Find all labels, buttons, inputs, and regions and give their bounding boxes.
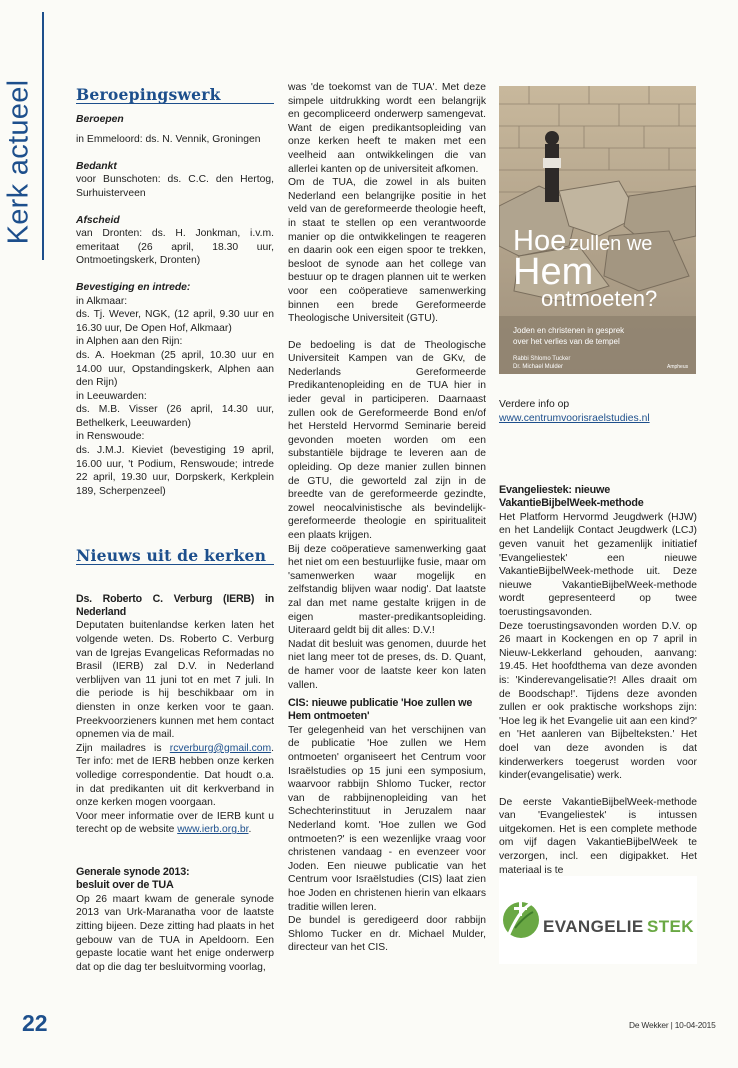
bevestiging-line: in Alkmaar: bbox=[76, 295, 128, 307]
beroepingswerk-section bbox=[76, 85, 274, 498]
bevestiging-line: in Leeuwarden: bbox=[76, 390, 147, 402]
evangeliestek-para-3: De eerste VakantieBijbelWeek-methode van 'Evangeliestek' is intussen uitgekomen. Het is een complete methode om vijf dagen VakantieBijbelWeek te verzorgen, incl. een digipakket. Het materiaal is te bbox=[499, 796, 697, 876]
cis-para-1: Ter gelegenheid van het verschijnen van de publicatie 'Hoe zullen we Hem ontmoeten' organiseert het Centrum voor Israëlstudies op 15 juni een symposium, waarvoor rabbijn Shlomo Tucker, rector van de rabbijnenopleiding van het Schechterinstituut in Jeruzalem naar Nederland komt. 'Hoe zullen we God ontmoeten?' is een wezenlijke vraag voor christenen vandaag - en evenzeer voor Joden. Een nieuwe publicatie van het Centrum voor Israëlstudies (CIS) laat zien hoe Joden en christenen hierin van elkaars traditie willen leren. bbox=[288, 724, 486, 913]
nieuws-title: Nieuws uit de kerken bbox=[76, 549, 274, 565]
tua-para-3: De bedoeling is dat de Theologische Universiteit Kampen van de GKv, de Nederlands Gereformeerde Predikantenopleiding en de TUA hier in ieder geval in participeren. Daarnaast zullen ook de Gereformeerde Bond en/of het Hersteld Hervormd Seminarie bereid gevonden moeten worden om een substantiële bijdrage te leveren aan de opleiding. Op deze manier zullen binnen de GTU, die geworteld zal zijn in de breedte van de gereformeerde gezindte, zowel neocalvinistische als bevindelijk-gereformeerde theologie en spiritualiteit een plaats krijgen. bbox=[288, 339, 486, 541]
bevestiging-line: ds. J.M.J. Kieviet (bevestiging 19 april, 16.00 uur, 't Podium, Renswoude; intrede 22 april, 19.30 uur, Dorpskerk, Kerkplein 189, Scherpenzeel) bbox=[76, 445, 274, 497]
bedankt-heading: Bedankt bbox=[76, 160, 117, 172]
tua-para-5: Nadat dit besluit was genomen, duurde het niet lang meer tot de preses, ds. D. Quant, de hamer voor de laatste keer kon laten vallen. bbox=[288, 638, 486, 691]
book-title-line-4: ontmoeten? bbox=[541, 286, 658, 311]
tua-para-4: Bij deze coöperatieve samenwerking gaat het niet om een bestuurlijke fusie, maar om 'samenwerken waar mogelijk en zelfstandig blijven waar nodig'. Dat laatste zal dan met name gestalte krijgen in de eigen master-predikantsopleiding. Uiteraard geldt bij dit alles: D.V.! bbox=[288, 543, 486, 637]
book-author-1: Rabbi Shlomo Tucker bbox=[513, 356, 571, 362]
bevestiging-line: ds. A. Hoekman (25 april, 10.30 uur en 14.00 uur, Opstandingskerk, Alphen aan den Rijn) bbox=[76, 349, 274, 389]
bevestiging-line: in Alphen aan den Rijn: bbox=[76, 336, 183, 348]
book-subtitle-1: Joden en christenen in gesprek bbox=[513, 326, 625, 335]
section-label-text: Kerk actueel bbox=[2, 79, 35, 245]
tua-continued bbox=[288, 81, 486, 692]
evangeliestek-logo bbox=[499, 876, 697, 964]
evangeliestek-para-2: Deze toerustingsavonden worden D.V. op 26 maart in Kockengen en op 7 april in Nieuw-Lekkerland gehouden, aanvang: 19.45. Het hoofdthema van deze avonden is: 'Kinderevangelisatie?! Alles draait om de Boodschap!'. Tijdens deze avonden zullen er ook praktische workshops zijn: 'Hoe leg ik het Evangelie uit aan een kind?' en 'Het aanleren van Bijbelteksten.' Het doel van deze avonden is dat kinderwerkers toegerust worden voor kinder(evangelisatie) werk. bbox=[499, 620, 697, 782]
book-subtitle-2: over het verlies van de tempel bbox=[513, 337, 620, 346]
beroepen-heading: Beroepen bbox=[76, 113, 124, 125]
afscheid-heading: Afscheid bbox=[76, 214, 120, 226]
verburg-para-3-text: Voor meer informatie over de IERB kunt u terecht op de website bbox=[76, 810, 274, 836]
evangeliestek-section bbox=[499, 484, 697, 877]
tua-para-1: was 'de toekomst van de TUA'. Met deze simpele uitdrukking wordt een belangrijk en gecompliceerd onderwerp samengevat. Want de eigen predikantsopleiding van onze kerken heeft te maken met een veelheid aan ontwikkelingen die van allerlei kanten op de universiteit afkomen. bbox=[288, 82, 486, 175]
evangeliestek-logo-graphic bbox=[499, 876, 697, 964]
evangeliestek-heading-1: Evangeliestek: nieuwe bbox=[499, 484, 611, 496]
ierb-website-link[interactable]: www.ierb.org.br bbox=[177, 824, 249, 836]
verburg-para-3-text: . bbox=[248, 824, 252, 836]
verburg-heading: Ds. Roberto C. Verburg (IERB) in Nederland bbox=[76, 592, 274, 618]
section-label bbox=[2, 79, 36, 245]
evangeliestek-heading-2: VakantieBijbelWeek-methode bbox=[499, 497, 644, 510]
tua-para-2: Om de TUA, die zowel in als buiten Nederland een belangrijke positie in het veld van de gereformeerde theologie heeft, in staat te stellen op een verantwoorde manier op die ontwikkelingen te reageren en daarin ook een eigen spoor te trekken, besloot de synode aan het college van bestuur op te dragen plannen uit te werken voor een coöperatieve samenwerking binnen een brede Gereformeerde Theologische Universiteit (GTU). bbox=[288, 177, 486, 325]
beroepingswerk-title: Beroepingswerk bbox=[76, 88, 274, 104]
afscheid-text: van Dronten: ds. H. Jonkman, i.v.m. emeritaat (26 april, 18.30 uur, Ontmoetingskerk, Dronten) bbox=[76, 228, 274, 267]
page-number: 22 bbox=[22, 1010, 48, 1036]
book-cover-illustration bbox=[499, 86, 696, 374]
synode-section bbox=[76, 866, 274, 974]
cis-para-2: De bundel is geredigeerd door rabbijn Shlomo Tucker en dr. Michael Mulder, directeur van het CIS. bbox=[288, 915, 486, 954]
footer-issue: De Wekker | 10-04-2015 bbox=[629, 1020, 716, 1030]
cis-heading-2: Hem ontmoeten' bbox=[288, 710, 370, 723]
synode-text: Op 26 maart kwam de generale synode 2013 van Urk-Maranatha voor de laatste zitting bijeen. Deze zitting had plaats in het gebouw van de TUA in Apeldoorn. Een gepaste locatie want het enige onderwerp dat op die dag ter besluitvorming voorlag, bbox=[76, 893, 274, 973]
beroepen-text: in Emmeloord: ds. N. Vennik, Groningen bbox=[76, 134, 261, 146]
logo-text-a: EVANGELIE bbox=[543, 917, 644, 936]
info-label: Verdere info op bbox=[499, 399, 570, 410]
book-publisher: Ampheus bbox=[667, 364, 689, 370]
evangeliestek-para-1: Het Platform Hervormd Jeugdwerk (HJW) en het Landelijk Contact Jeugdwerk (LCJ) geven vanuit het gezamenlijk initiatief 'Evangeliestek' een nieuwe VakantieBijbelWeek-methode uit. Deze nieuwe VakantieBijbelWeek-methode wordt gepresenteerd op twee toerustingsavonden. bbox=[499, 511, 697, 618]
section-label-rule bbox=[42, 12, 44, 260]
book-cover-image bbox=[499, 86, 696, 374]
bevestiging-line: in Renswoude: bbox=[76, 431, 145, 443]
nieuws-section bbox=[76, 546, 274, 837]
verburg-email-link[interactable]: rcverburg@gmail.com bbox=[169, 742, 272, 754]
verburg-para-2 bbox=[76, 742, 274, 810]
book-author-2: Dr. Michael Mulder bbox=[513, 364, 564, 370]
synode-heading-1: Generale synode 2013: bbox=[76, 866, 190, 878]
verburg-para-2-text: Zijn mailadres is bbox=[76, 742, 170, 754]
book-title-line-2: zullen we bbox=[569, 233, 653, 255]
bedankt-text: voor Bunschoten: ds. C.C. den Hertog, Surhuisterveen bbox=[76, 174, 274, 199]
logo-text-b: STEK bbox=[647, 917, 694, 936]
verburg-para-1: Deputaten buitenlandse kerken laten het volgende weten. Ds. Roberto C. Verburg van de Igrejas Evangelicas Reformadas no Brasil (IERB) zal D.V. in Nederland verblijven van 11 juni tot en met 7 juli. In die periode is hij beschikbaar om in diensten in onze kerken voor te gaan. Preekvoorzieners kunnen met hem contact opnemen via de mail. bbox=[76, 620, 274, 741]
bevestiging-line: ds. Tj. Wever, NGK, (12 april, 9.30 uur en 16.30 uur, De Open Hof, Alkmaar) bbox=[76, 309, 274, 334]
cis-heading-1: CIS: nieuwe publicatie 'Hoe zullen we bbox=[288, 697, 473, 709]
bevestiging-line: ds. M.B. Visser (26 april, 14.30 uur, Bethelkerk, Leeuwarden) bbox=[76, 404, 274, 429]
book-title-line-1: Hoe bbox=[513, 225, 567, 257]
verburg-para-3 bbox=[76, 810, 274, 837]
synode-heading-2: besluit over de TUA bbox=[76, 879, 174, 892]
bevestiging-heading: Bevestiging en intrede: bbox=[76, 281, 191, 293]
verburg-para-2-text: . Ter info: met de IERB hebben onze kerken volledige correspondentie. Dat houdt o.a. in dat predikanten uit dit kerkverband in onze kerken mogen voorgaan. bbox=[76, 742, 274, 809]
book-title-line-3: Hem bbox=[513, 251, 594, 293]
cis-info bbox=[499, 398, 697, 425]
cis-website-link[interactable]: www.centrumvoorisraelstudies.nl bbox=[499, 412, 650, 424]
cis-section bbox=[288, 697, 486, 955]
